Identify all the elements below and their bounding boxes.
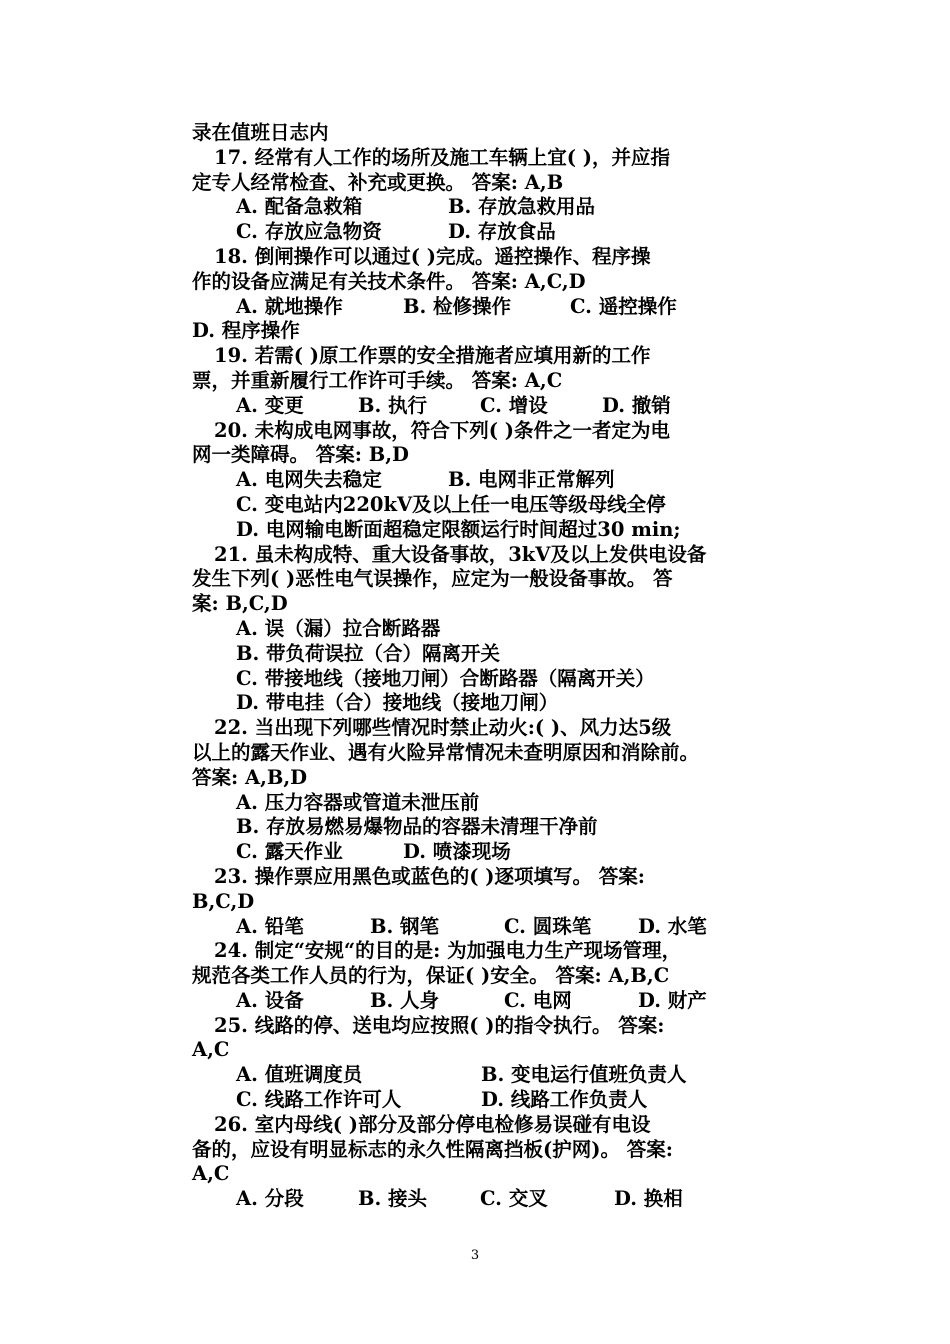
question-list xyxy=(192,121,767,1212)
option-line: C. 变电站内220kV及以上任一电压等级母线全停 xyxy=(236,492,666,516)
option-line: B. 存放易燃易爆物品的容器未清理干净前 xyxy=(236,815,598,839)
options-row xyxy=(192,989,767,1014)
continuation-line: 录在值班日志内 xyxy=(192,121,329,144)
question-line: 18. 倒闸操作可以通过( )完成。遥控操作、程序操 xyxy=(214,244,651,268)
question-line: 25. 线路的停、送电均应按照( )的指令执行。 答案: xyxy=(214,1013,665,1037)
page-number: 3 xyxy=(470,1248,480,1263)
options-row xyxy=(192,1088,767,1113)
continuation-line: A,C xyxy=(192,1162,230,1186)
options-row xyxy=(192,195,767,220)
options-row xyxy=(192,1063,767,1088)
option-line: C. 带接地线（接地刀闸）合断路器（隔离开关） xyxy=(236,666,655,690)
option-item: B. 检修操作 xyxy=(403,294,512,318)
option-item: D. 财产 xyxy=(638,988,707,1012)
question-line: 26. 室内母线( )部分及部分停电检修易误碰有电设 xyxy=(214,1112,651,1136)
continuation-line: A,C xyxy=(192,1038,230,1062)
option-item: B. 执行 xyxy=(358,393,428,417)
continuation-line: 备的，应设有明显标志的永久性隔离挡板(护网)。 答案: xyxy=(192,1137,673,1161)
options-row xyxy=(192,1187,767,1212)
continuation-line: 作的设备应满足有关技术条件。 答案: A,C,D xyxy=(192,269,586,293)
options-row xyxy=(192,394,767,419)
continuation-line: B,C,D xyxy=(192,889,255,913)
question-line: 22. 当出现下列哪些情况时禁止动火:( )、风力达5级 xyxy=(214,716,672,740)
option-item: C. 露天作业 xyxy=(236,840,343,864)
question-line: 17. 经常有人工作的场所及施工车辆上宜( )，并应指 xyxy=(214,145,670,169)
option-item: B. 人身 xyxy=(370,988,440,1012)
continuation-line: 票，并重新履行工作许可手续。 答案: A,C xyxy=(192,368,563,392)
question-line: 24. 制定“安规“的目的是: 为加强电力生产现场管理， xyxy=(214,939,682,963)
option-line: A. 压力容器或管道未泄压前 xyxy=(236,790,480,814)
option-line: A. 误（漏）拉合断路器 xyxy=(236,616,441,640)
option-item: D. 水笔 xyxy=(638,914,707,938)
option-line: D. 电网输电断面超稳定限额运行时间超过30 min; xyxy=(236,517,681,541)
option-item: C. 圆珠笔 xyxy=(504,914,592,938)
option-item: C. 电网 xyxy=(504,988,572,1012)
question-line: 20. 未构成电网事故，符合下列( )条件之一者定为电 xyxy=(214,418,670,442)
continuation-line: 案: B,C,D xyxy=(192,592,288,616)
continuation-line: 定专人经常检查、补充或更换。 答案: A,B xyxy=(192,170,564,194)
option-item: A. 电网失去稳定 xyxy=(236,468,382,492)
option-item: D. 撤销 xyxy=(602,393,671,417)
question-line: 21. 虽未构成特、重大设备事故，3kV及以上发供电设备 xyxy=(214,542,707,566)
options-row xyxy=(192,220,767,245)
option-item: C. 增设 xyxy=(480,393,548,417)
option-item: B. 存放急救用品 xyxy=(448,195,596,219)
option-item: C. 线路工作许可人 xyxy=(236,1088,402,1112)
continuation-line: D. 程序操作 xyxy=(192,319,300,343)
option-item: A. 就地操作 xyxy=(236,294,343,318)
continuation-line: 答案: A,B,D xyxy=(192,765,308,789)
continuation-line: 发生下列( )恶性电气误操作，应定为一般设备事故。 答 xyxy=(192,567,673,591)
option-item: C. 交叉 xyxy=(480,1187,548,1211)
option-item: B. 接头 xyxy=(358,1187,428,1211)
option-item: A. 设备 xyxy=(236,988,304,1012)
option-item: B. 钢笔 xyxy=(370,914,440,938)
option-item: D. 存放食品 xyxy=(448,220,556,244)
option-item: A. 铅笔 xyxy=(236,914,304,938)
continuation-line: 规范各类工作人员的行为，保证( )安全。 答案: A,B,C xyxy=(192,964,670,988)
option-item: B. 变电运行值班负责人 xyxy=(481,1063,687,1087)
option-item: A. 配备急救箱 xyxy=(236,195,363,219)
options-row xyxy=(192,468,767,493)
option-item: C. 遥控操作 xyxy=(570,294,677,318)
option-item: D. 换相 xyxy=(614,1187,683,1211)
continuation-line: 网一类障碍。 答案: B,D xyxy=(192,443,409,467)
option-item: B. 电网非正常解列 xyxy=(448,468,615,492)
option-item: A. 变更 xyxy=(236,393,304,417)
options-row xyxy=(192,840,767,865)
option-item: C. 存放应急物资 xyxy=(236,220,382,244)
continuation-line: 以上的露天作业、遇有火险异常情况未查明原因和消除前。 xyxy=(192,740,700,764)
option-item: D. 线路工作负责人 xyxy=(481,1088,648,1112)
option-line: B. 带负荷误拉（合）隔离开关 xyxy=(236,641,501,665)
option-item: A. 值班调度员 xyxy=(236,1063,363,1087)
options-row xyxy=(192,295,767,320)
option-item: D. 喷漆现场 xyxy=(403,840,511,864)
options-row xyxy=(192,915,767,940)
question-line: 19. 若需( )原工作票的安全措施者应填用新的工作 xyxy=(214,344,651,368)
option-line: D. 带电挂（合）接地线（接地刀闸） xyxy=(236,691,559,715)
option-item: A. 分段 xyxy=(236,1187,304,1211)
question-line: 23. 操作票应用黑色或蓝色的( )逐项填写。 答案: xyxy=(214,864,645,888)
